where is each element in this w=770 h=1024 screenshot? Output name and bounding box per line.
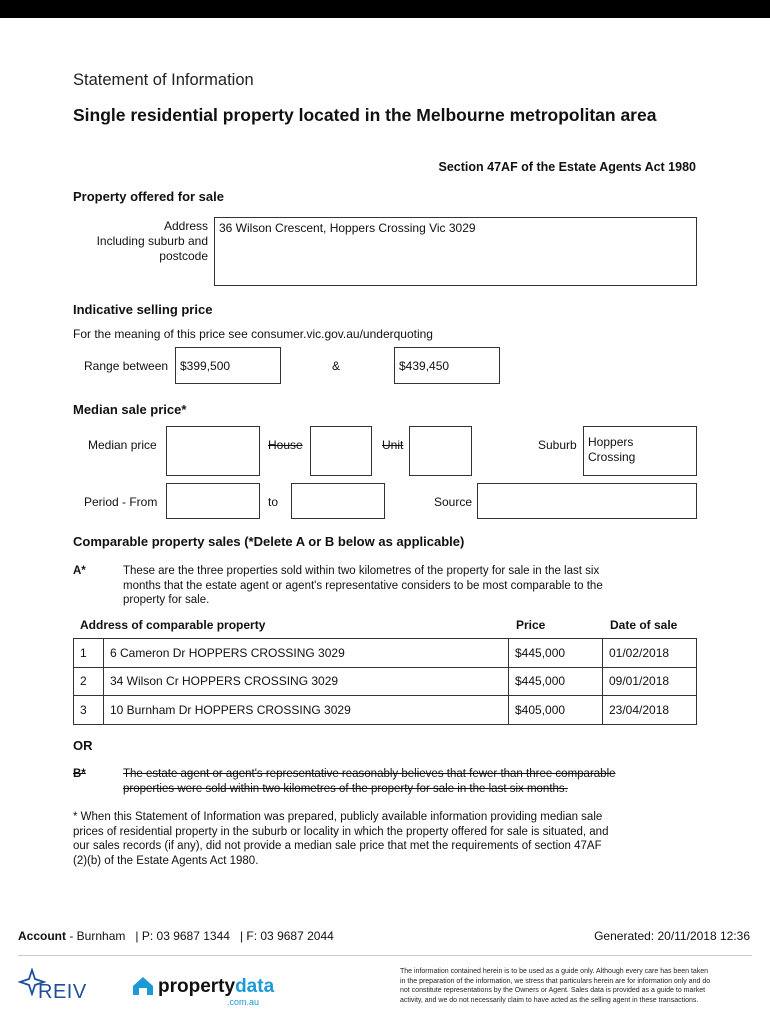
disclaimer-line: not constitute representations by the Owners or Agent. Sales data is provided as a guide to market xyxy=(400,987,706,994)
address-label xyxy=(97,219,208,264)
median-price-field[interactable] xyxy=(166,426,260,476)
source-field[interactable] xyxy=(477,483,697,519)
row-address: 6 Cameron Dr HOPPERS CROSSING 3029 xyxy=(104,639,509,668)
price-low-field[interactable]: $399,500 xyxy=(175,347,281,384)
row-date: 01/02/2018 xyxy=(603,639,697,668)
option-b-line: The estate agent or agent's representative reasonably believes that fewer than three comparable xyxy=(123,768,616,780)
period-from-field[interactable] xyxy=(166,483,260,519)
footer-divider xyxy=(18,955,752,956)
agent-contact xyxy=(18,929,334,943)
suburb-value: Hoppers xyxy=(588,435,634,449)
footnote-line: (2)(b) of the Estate Agents Act 1980. xyxy=(73,854,259,867)
unit-checkbox[interactable] xyxy=(409,426,472,476)
price-heading: Indicative selling price xyxy=(73,302,213,317)
house-label: House xyxy=(268,438,303,452)
fax-number: | F: 03 9687 2044 xyxy=(239,929,334,943)
option-a-marker: A* xyxy=(73,565,86,577)
address-label-line: Address xyxy=(163,219,208,233)
row-price: $445,000 xyxy=(509,667,603,696)
row-number: 3 xyxy=(74,696,104,725)
option-a-line: property for sale. xyxy=(123,594,210,606)
range-label: Range between xyxy=(84,359,169,373)
propertydata-house-icon xyxy=(130,973,156,999)
footnote-line: prices of residential property in the suburb or locality in which the property offered for sale is situated, and xyxy=(73,825,609,838)
row-number: 1 xyxy=(74,639,104,668)
option-a-line: These are the three properties sold within two kilometres of the property for sale in the last six xyxy=(123,565,600,577)
or-label: OR xyxy=(73,738,93,753)
unit-label: Unit xyxy=(382,438,404,452)
disclaimer-line: in the preparation of the information, we stress that particulars herein are for information only and do xyxy=(400,977,711,985)
period-to-field[interactable] xyxy=(291,483,385,519)
median-footnote xyxy=(73,810,703,868)
price-high-field[interactable]: $439,450 xyxy=(394,347,500,384)
table-row xyxy=(74,667,697,696)
disclaimer-line: The information contained herein is to be used as a guide only. Although every care has been taken xyxy=(400,968,709,975)
row-date: 09/01/2018 xyxy=(603,667,697,696)
logo-word-property: property xyxy=(158,976,236,997)
comparable-table xyxy=(73,638,697,725)
account-value: - Burnham xyxy=(69,929,126,943)
row-date: 23/04/2018 xyxy=(603,696,697,725)
row-address: 10 Burnham Dr HOPPERS CROSSING 3029 xyxy=(104,696,509,725)
logo-word-data: data xyxy=(235,976,275,997)
median-heading: Median sale price* xyxy=(73,402,187,417)
suburb-field[interactable] xyxy=(583,426,697,476)
suburb-label: Suburb xyxy=(538,438,577,452)
top-bar xyxy=(0,0,770,18)
col-price-header: Price xyxy=(516,618,546,632)
account-label: Account xyxy=(18,929,66,943)
option-b-text xyxy=(123,767,698,796)
price-meaning: For the meaning of this price see consumer.vic.gov.au/underquoting xyxy=(73,327,433,341)
option-b-line: properties were sold within two kilometres of the property for sale in the last six months. xyxy=(123,782,568,795)
median-price-label: Median price xyxy=(88,438,157,452)
row-address: 34 Wilson Cr HOPPERS CROSSING 3029 xyxy=(104,667,509,696)
generated-timestamp: Generated: 20/11/2018 12:36 xyxy=(594,929,750,943)
suburb-value: Crossing xyxy=(588,450,636,464)
address-label-line: postcode xyxy=(159,249,208,263)
comparable-heading: Comparable property sales (*Delete A or B below as applicable) xyxy=(73,534,465,549)
doc-type: Statement of Information xyxy=(73,71,254,89)
address-label-line: Including suburb and xyxy=(96,234,208,248)
table-row xyxy=(74,696,697,725)
address-field[interactable]: 36 Wilson Crescent, Hoppers Crossing Vic 3029 xyxy=(214,217,697,286)
period-from-label: Period - From xyxy=(84,495,158,509)
house-checkbox[interactable] xyxy=(310,426,372,476)
footnote-line: * When this Statement of Information was prepared, publicly available information providing median sale xyxy=(73,811,603,823)
row-price: $445,000 xyxy=(509,639,603,668)
propertydata-logo-text xyxy=(158,976,274,998)
phone-number: | P: 03 9687 1344 xyxy=(135,929,230,943)
property-heading: Property offered for sale xyxy=(73,189,224,204)
reiv-logo xyxy=(18,968,98,1008)
row-price: $405,000 xyxy=(509,696,603,725)
option-a-line: months that the estate agent or agent's representative considers to be most comparable to the xyxy=(123,579,603,592)
col-date-header: Date of sale xyxy=(610,618,678,632)
reiv-logo-text: REIV xyxy=(38,981,87,1003)
col-address-header: Address of comparable property xyxy=(80,618,266,632)
disclaimer-line: activity, and we do not necessarily claim to have acted as the selling agent in these transactions. xyxy=(400,996,699,1004)
page-title: Single residential property located in the Melbourne metropolitan area xyxy=(73,105,657,125)
option-b-marker: B* xyxy=(73,768,86,780)
and-label: & xyxy=(332,359,341,373)
row-number: 2 xyxy=(74,667,104,696)
source-label: Source xyxy=(434,495,473,509)
section-reference: Section 47AF of the Estate Agents Act 1980 xyxy=(438,160,696,174)
period-to-label: to xyxy=(268,495,279,509)
propertydata-logo xyxy=(130,970,280,1010)
footnote-line: our sales records (if any), did not provide a median sale price that met the requirements of section 47AF xyxy=(73,840,602,852)
logo-domain: .com.au xyxy=(227,997,260,1007)
table-row xyxy=(74,639,697,668)
disclaimer xyxy=(400,967,755,1005)
option-a-text xyxy=(123,564,698,608)
